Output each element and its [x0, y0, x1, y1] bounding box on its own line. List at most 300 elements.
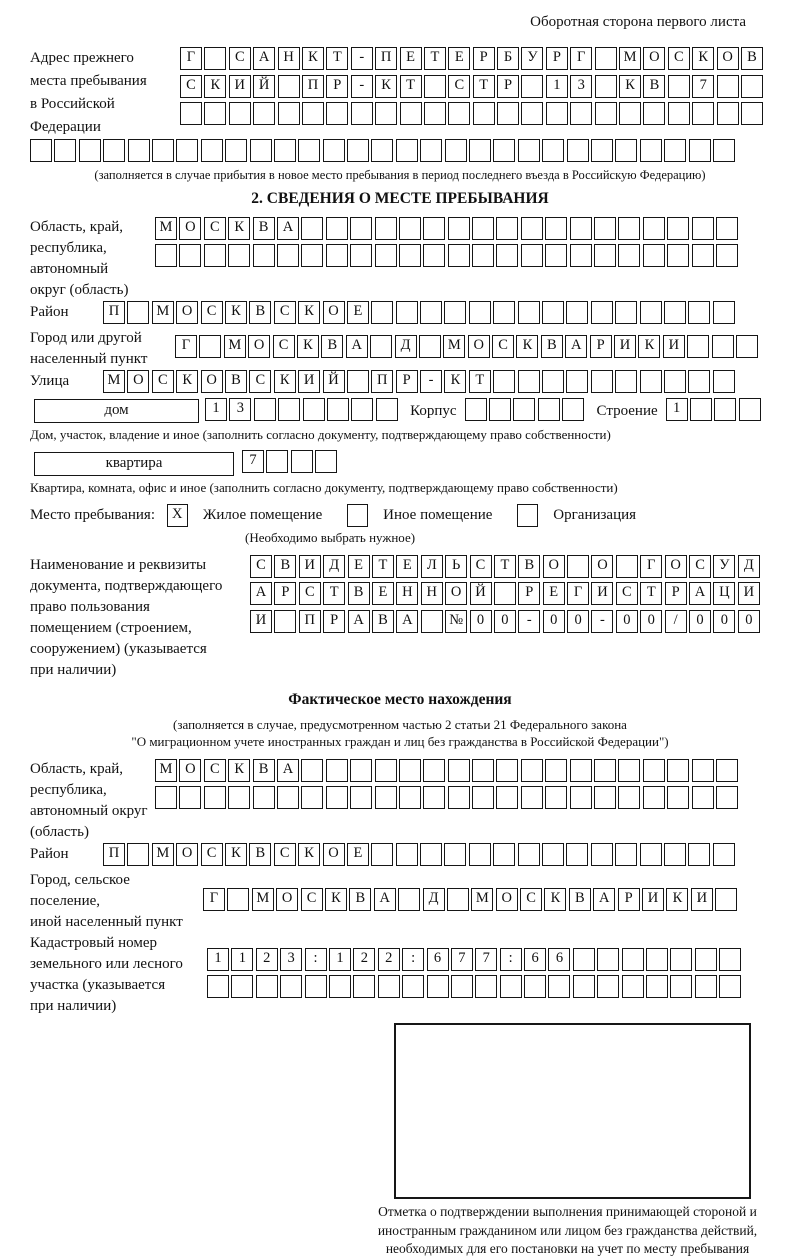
char-box	[497, 102, 519, 125]
label-line: документа, подтверждающего	[30, 577, 223, 594]
char-box	[618, 217, 640, 240]
char-box	[615, 139, 637, 162]
char-box	[615, 370, 637, 393]
label-line: Город или другой	[30, 330, 142, 346]
char-box	[562, 398, 584, 421]
char-box: Р	[618, 888, 640, 911]
char-box: О	[643, 47, 665, 70]
char-box: Д	[423, 888, 445, 911]
char-box	[668, 102, 690, 125]
char-box: С	[250, 555, 272, 578]
char-box: К	[444, 370, 466, 393]
mesto-label: Место пребывания:	[30, 506, 155, 523]
char-box	[717, 75, 739, 98]
actual-rayon-block	[30, 843, 770, 871]
char-box	[274, 610, 296, 633]
char-box	[646, 975, 668, 998]
char-box	[622, 975, 644, 998]
option-label-organizatsiya: Организация	[553, 506, 637, 523]
char-box: С	[249, 370, 271, 393]
char-box	[542, 301, 564, 324]
dom-caption: Дом, участок, владение и иное (заполнить согласно документу, подтверждающему право собственности)	[30, 427, 611, 442]
char-box	[521, 244, 543, 267]
char-box: К	[298, 301, 320, 324]
char-box: К	[516, 335, 538, 358]
char-box: К	[619, 75, 641, 98]
char-box	[201, 139, 223, 162]
label-line: Область, край,	[30, 760, 124, 777]
char-box	[277, 244, 299, 267]
char-box	[695, 975, 717, 998]
char-box: В	[541, 335, 563, 358]
char-box	[493, 370, 515, 393]
char-box: 7	[475, 948, 497, 971]
char-box	[741, 75, 763, 98]
char-box	[375, 217, 397, 240]
stay-gorod-label	[30, 328, 175, 370]
char-box: П	[375, 47, 397, 70]
char-box	[398, 888, 420, 911]
option-label-zhiloe: Жилое помещение	[202, 506, 323, 523]
char-box	[347, 139, 369, 162]
char-box	[402, 975, 424, 998]
char-box: О	[496, 888, 518, 911]
char-box	[375, 244, 397, 267]
char-box: С	[616, 582, 638, 605]
char-box: У	[713, 555, 735, 578]
char-box	[278, 398, 300, 421]
char-box	[323, 139, 345, 162]
char-box: О	[591, 555, 613, 578]
char-box	[618, 786, 640, 809]
char-box: -	[351, 75, 373, 98]
char-box	[615, 301, 637, 324]
char-box	[513, 398, 535, 421]
char-box: :	[402, 948, 424, 971]
char-box: К	[225, 301, 247, 324]
char-box: К	[274, 370, 296, 393]
char-box	[399, 759, 421, 782]
char-box: А	[689, 582, 711, 605]
char-box: 3	[570, 75, 592, 98]
char-box	[566, 301, 588, 324]
char-box: Н	[278, 47, 300, 70]
char-box	[326, 759, 348, 782]
char-box: Й	[470, 582, 492, 605]
char-box	[500, 975, 522, 998]
char-box	[353, 975, 375, 998]
char-box	[667, 244, 689, 267]
char-box: М	[155, 759, 177, 782]
char-box	[713, 139, 735, 162]
char-box: М	[224, 335, 246, 358]
char-box: М	[152, 301, 174, 324]
char-box	[643, 759, 665, 782]
char-box: Д	[323, 555, 345, 578]
char-box	[713, 843, 735, 866]
char-box	[291, 450, 313, 473]
char-box: М	[443, 335, 465, 358]
char-box: П	[299, 610, 321, 633]
char-box	[667, 217, 689, 240]
char-box: -	[591, 610, 613, 633]
char-box	[716, 217, 738, 240]
char-box: О	[445, 582, 467, 605]
char-box: -	[351, 47, 373, 70]
stay-ulitsa-block	[30, 370, 770, 398]
char-box: К	[666, 888, 688, 911]
page-side-note: Оборотная сторона первого листа	[530, 14, 746, 30]
char-box: В	[372, 610, 394, 633]
char-box: О	[468, 335, 490, 358]
char-box	[573, 975, 595, 998]
char-box: 7	[451, 948, 473, 971]
char-box: В	[225, 370, 247, 393]
char-box	[545, 217, 567, 240]
char-box: К	[692, 47, 714, 70]
char-box	[643, 102, 665, 125]
char-box: 2	[378, 948, 400, 971]
char-box: 0	[494, 610, 516, 633]
char-box: И	[591, 582, 613, 605]
checkbox-zhiloe-pomeshchenie: X	[167, 504, 188, 527]
char-box: С	[299, 582, 321, 605]
stay-oblast-label	[30, 217, 155, 301]
char-box	[741, 102, 763, 125]
char-box	[351, 102, 373, 125]
char-box	[376, 398, 398, 421]
char-box: К	[298, 843, 320, 866]
char-box	[302, 102, 324, 125]
char-box	[250, 139, 272, 162]
char-box	[548, 975, 570, 998]
char-box	[567, 555, 589, 578]
char-box	[396, 139, 418, 162]
char-box	[594, 244, 616, 267]
char-box	[688, 370, 710, 393]
char-box: О	[176, 843, 198, 866]
char-box	[375, 759, 397, 782]
char-box	[664, 139, 686, 162]
char-box	[421, 610, 443, 633]
document-label	[30, 555, 250, 681]
char-box	[595, 47, 617, 70]
char-box	[375, 786, 397, 809]
stay-gorod-row	[175, 335, 760, 358]
char-box: К	[225, 843, 247, 866]
char-box: О	[176, 301, 198, 324]
char-box	[570, 102, 592, 125]
char-box: 0	[689, 610, 711, 633]
stroenie-row	[666, 398, 764, 421]
char-box: О	[323, 843, 345, 866]
char-box: 2	[256, 948, 278, 971]
char-box	[570, 244, 592, 267]
char-box	[305, 975, 327, 998]
char-box: Т	[372, 555, 394, 578]
char-box	[371, 139, 393, 162]
kvartira-caption: Квартира, комната, офис и иное (заполнить согласно документу, подтверждающему право собственности)	[30, 479, 618, 495]
actual-oblast-label	[30, 759, 155, 843]
char-box: Т	[494, 555, 516, 578]
stroenie-label: Строение	[596, 403, 658, 420]
char-box: Т	[424, 47, 446, 70]
char-box: 1	[207, 948, 229, 971]
char-box	[350, 786, 372, 809]
stay-rayon-row	[103, 301, 737, 324]
char-box: 0	[616, 610, 638, 633]
char-box	[493, 139, 515, 162]
char-box	[253, 786, 275, 809]
kadastr-rows	[207, 948, 744, 1003]
char-box	[423, 217, 445, 240]
checkbox-organizatsiya	[517, 504, 538, 527]
char-box: Р	[546, 47, 568, 70]
char-box: 2	[353, 948, 375, 971]
char-box: И	[298, 370, 320, 393]
char-box	[493, 301, 515, 324]
char-box: А	[250, 582, 272, 605]
prev-address-row-4	[30, 139, 770, 162]
char-box	[326, 244, 348, 267]
char-box	[739, 398, 761, 421]
char-box	[472, 217, 494, 240]
char-box: О	[323, 301, 345, 324]
char-box: 6	[427, 948, 449, 971]
char-box	[566, 843, 588, 866]
char-box	[179, 786, 201, 809]
char-box	[327, 398, 349, 421]
char-box	[692, 244, 714, 267]
char-box	[231, 975, 253, 998]
char-box: -	[420, 370, 442, 393]
char-box: 7	[242, 450, 264, 473]
prev-address-block	[30, 47, 770, 139]
prev-address-row-2	[180, 75, 765, 98]
char-box: В	[274, 555, 296, 578]
label-line: Область, край,	[30, 218, 124, 235]
char-box	[371, 301, 393, 324]
char-box	[717, 102, 739, 125]
char-box	[399, 217, 421, 240]
char-box: В	[349, 888, 371, 911]
label-line: (область)	[30, 823, 89, 840]
char-box	[518, 139, 540, 162]
char-box	[448, 786, 470, 809]
char-box: 0	[567, 610, 589, 633]
char-box	[518, 370, 540, 393]
char-box: С	[274, 843, 296, 866]
char-box: Н	[396, 582, 418, 605]
label-line: республика,	[30, 781, 107, 798]
actual-oblast-row-1	[155, 759, 740, 782]
char-box	[371, 843, 393, 866]
prev-address-caption: (заполняется в случае прибытия в новое место пребывания в период последнего въезда в Российскую Федерацию)	[94, 167, 706, 182]
char-box	[278, 102, 300, 125]
char-box: 1	[205, 398, 227, 421]
char-box: С	[301, 888, 323, 911]
char-box: К	[204, 75, 226, 98]
char-box: /	[665, 610, 687, 633]
char-box	[350, 244, 372, 267]
char-box	[256, 975, 278, 998]
char-box	[597, 948, 619, 971]
char-box	[326, 217, 348, 240]
kvartira-number-row	[242, 450, 340, 473]
prev-address-row-3	[180, 102, 765, 125]
char-box	[315, 450, 337, 473]
char-box: Е	[347, 843, 369, 866]
char-box	[303, 398, 325, 421]
char-box	[448, 102, 470, 125]
actual-oblast-rows	[155, 759, 740, 814]
char-box	[494, 582, 516, 605]
char-box: М	[152, 843, 174, 866]
char-box	[643, 786, 665, 809]
char-box: Г	[640, 555, 662, 578]
char-box: 1	[546, 75, 568, 98]
char-box	[277, 786, 299, 809]
char-box: 0	[543, 610, 565, 633]
char-box	[347, 370, 369, 393]
char-box	[521, 217, 543, 240]
char-box	[254, 398, 276, 421]
actual-gorod-label	[30, 870, 203, 933]
dom-block	[30, 398, 770, 426]
char-box: Р	[274, 582, 296, 605]
char-box	[199, 335, 221, 358]
char-box: 0	[640, 610, 662, 633]
actual-oblast-row-2	[155, 786, 740, 809]
char-box	[350, 217, 372, 240]
char-box	[716, 786, 738, 809]
char-box: Г	[567, 582, 589, 605]
char-box	[646, 948, 668, 971]
char-box	[176, 139, 198, 162]
char-box: 1	[666, 398, 688, 421]
char-box: Б	[497, 47, 519, 70]
char-box	[618, 759, 640, 782]
char-box: Р	[665, 582, 687, 605]
char-box: Ц	[713, 582, 735, 605]
char-box: В	[643, 75, 665, 98]
char-box	[204, 244, 226, 267]
char-box: 1	[329, 948, 351, 971]
mesto-prebyvaniya-block	[30, 503, 770, 527]
label-line: места пребывания	[30, 73, 147, 89]
char-box: И	[614, 335, 636, 358]
char-box	[664, 301, 686, 324]
char-box	[594, 786, 616, 809]
char-box	[469, 139, 491, 162]
char-box: И	[250, 610, 272, 633]
char-box	[545, 786, 567, 809]
char-box	[465, 398, 487, 421]
char-box: И	[229, 75, 251, 98]
char-box: К	[228, 217, 250, 240]
char-box: Р	[326, 75, 348, 98]
char-box	[326, 102, 348, 125]
char-box	[719, 948, 741, 971]
char-box	[329, 975, 351, 998]
char-box	[591, 139, 613, 162]
char-box: О	[248, 335, 270, 358]
checkbox-inoe-pomeshchenie	[347, 504, 368, 527]
char-box	[473, 102, 495, 125]
char-box	[128, 139, 150, 162]
char-box: 7	[692, 75, 714, 98]
char-box: Т	[400, 75, 422, 98]
char-box	[712, 335, 734, 358]
label-line: Адрес прежнего	[30, 50, 134, 66]
char-box	[640, 139, 662, 162]
char-box: К	[176, 370, 198, 393]
char-box	[419, 335, 441, 358]
char-box	[424, 102, 446, 125]
char-box: О	[179, 759, 201, 782]
char-box	[180, 102, 202, 125]
char-box: С	[204, 759, 226, 782]
actual-gorod-row	[203, 888, 740, 911]
char-box: 0	[713, 610, 735, 633]
char-box: С	[180, 75, 202, 98]
prev-address-label	[30, 47, 180, 139]
char-box	[594, 217, 616, 240]
korpus-row	[465, 398, 587, 421]
char-box	[716, 244, 738, 267]
char-box: Т	[323, 582, 345, 605]
char-box	[687, 335, 709, 358]
char-box: С	[492, 335, 514, 358]
label-line: участка (указывается	[30, 977, 166, 994]
char-box: В	[253, 217, 275, 240]
char-box: И	[738, 582, 760, 605]
char-box	[570, 759, 592, 782]
char-box: Г	[570, 47, 592, 70]
char-box	[228, 786, 250, 809]
stay-oblast-rows	[155, 217, 740, 272]
char-box	[545, 759, 567, 782]
actual-rayon-label: Район	[30, 845, 69, 862]
char-box: Е	[448, 47, 470, 70]
char-box	[713, 370, 735, 393]
char-box	[253, 102, 275, 125]
stay-ulitsa-row	[103, 370, 737, 393]
char-box	[475, 975, 497, 998]
char-box	[591, 370, 613, 393]
char-box	[668, 75, 690, 98]
char-box: А	[348, 610, 370, 633]
char-box: С	[152, 370, 174, 393]
char-box: 3	[280, 948, 302, 971]
confirmation-stamp-caption: Отметка о подтверждении выполнения принимающей стороной и иностранным гражданином или лицом без гражданства действий, необходимых для его постановки на учет по месту пребывания	[377, 1204, 758, 1257]
char-box	[597, 975, 619, 998]
char-box: И	[299, 555, 321, 578]
char-box	[489, 398, 511, 421]
char-box	[619, 102, 641, 125]
char-box: Р	[590, 335, 612, 358]
label-line: сооружением) (указывается	[30, 640, 207, 657]
char-box: М	[103, 370, 125, 393]
char-box	[179, 244, 201, 267]
actual-location-caption-line-1: (заполняется в случае, предусмотренном частью 2 статьи 21 Федерального закона	[173, 716, 627, 732]
char-box	[448, 759, 470, 782]
char-box	[518, 301, 540, 324]
kvartira-block	[30, 450, 770, 478]
char-box: А	[396, 610, 418, 633]
char-box: С	[201, 843, 223, 866]
char-box: О	[179, 217, 201, 240]
